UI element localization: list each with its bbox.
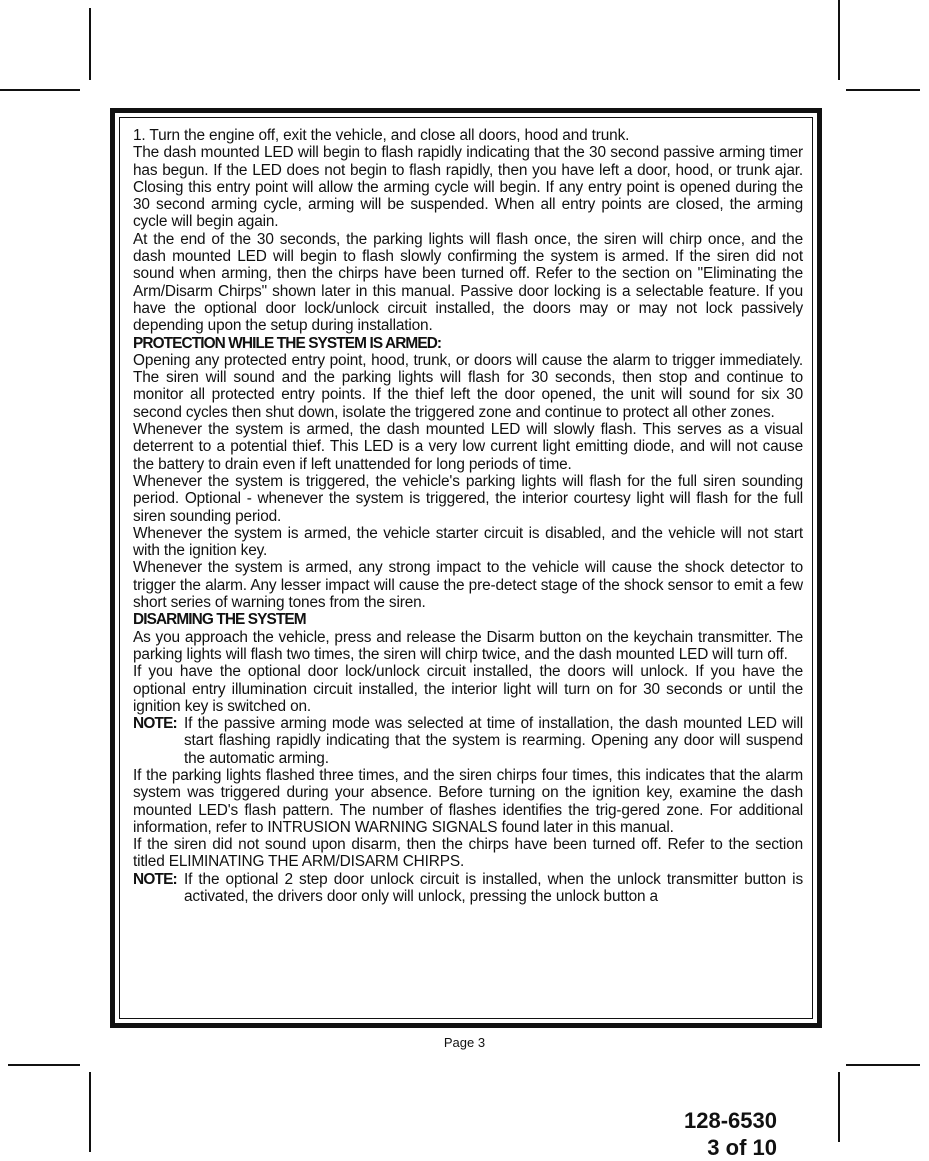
chirps-off-paragraph: If the siren did not sound upon disarm, then the chirps have been turned off. Refer to the section titled ELIMINATING THE ARM/DISARM CHIRPS.	[133, 836, 803, 871]
sheet-count: 3 of 10	[707, 1135, 777, 1160]
arming-timer-paragraph: The dash mounted LED will begin to flash rapidly indicating that the 30 second passive arming timer has begun. If the LED does not begin to flash rapidly, then you have left a door, hood, or trunk ajar. Closing this entry point will allow the arming cycle will begin. If any entry point is opened during the 30 second arming cycle, arming will be suspended. When all entry points are closed, the arming cycle will begin again.	[133, 144, 803, 231]
unlock-paragraph: If you have the optional door lock/unlock circuit installed, the doors will unlock. If you have the optional entry illumination circuit installed, the interior light will turn on for 30 seconds or until the ignition key is switched on.	[133, 663, 803, 715]
disarm-paragraph: As you approach the vehicle, press and release the Disarm button on the keychain transmitter. The parking lights will flash two times, the siren will chirp twice, and the dash mounted LED will turn off.	[133, 628, 803, 663]
shock-paragraph: Whenever the system is armed, any strong impact to the vehicle will cause the shock detector to trigger the alarm. Any lesser impact will cause the pre-detect stage of the shock sensor to emit a few short series of warning tones from the siren.	[133, 559, 803, 612]
section-heading-protection: PROTECTION WHILE THE SYSTEM IS ARMED:	[133, 334, 442, 352]
crop-mark-top-right-horizontal	[846, 89, 920, 91]
note-label: NOTE:	[133, 870, 177, 888]
step-paragraph: 1. Turn the engine off, exit the vehicle, and close all doors, hood and trunk.	[133, 127, 630, 144]
page-frame-inner	[119, 117, 813, 1019]
manual-text	[133, 127, 803, 905]
led-paragraph: Whenever the system is armed, the dash mounted LED will slowly flash. This serves as a visual deterrent to a potential thief. This LED is a very low current light emitting diode, and will not cause the battery to drain even if left unattended for long periods of time.	[133, 421, 803, 473]
parking-lights-paragraph: Whenever the system is triggered, the vehicle's parking lights will flash for the full siren sounding period. Optional - whenever the system is triggered, the interior courtesy light will flash for the full siren sounding period.	[133, 472, 803, 525]
crop-mark-bottom-right-vertical	[838, 1072, 840, 1142]
crop-mark-bottom-left-horizontal	[8, 1064, 80, 1066]
note-text: If the passive arming mode was selected at time of installation, the dash mounted LED will start flashing rapidly indicating that the system is rearming. Opening any door will suspend the automatic arming.	[184, 715, 803, 767]
trigger-paragraph: Opening any protected entry point, hood, trunk, or doors will cause the alarm to trigger immediately. The siren will sound and the parking lights will flash for 30 seconds, then stop and continue to monitor all protected entry points. If the thief left the door opened, the unit will sound for six 30 second cycles then shut down, isolate the triggered zone and continue to protect all other zones.	[133, 351, 803, 421]
starter-paragraph: Whenever the system is armed, the vehicle starter circuit is disabled, and the vehicle will not start with the ignition key.	[133, 524, 803, 560]
crop-mark-top-left-vertical	[89, 8, 91, 80]
triggered-absence-paragraph: If the parking lights flashed three times, and the siren chirps four times, this indicates that the alarm system was triggered during your absence. Before turning on the ignition key, examine the dash mounted LED's flash pattern. The number of flashes identifies the trig-gered zone. For additional information, refer to INTRUSION WARNING SIGNALS found later in this manual.	[133, 766, 803, 836]
document-number: 128-6530	[684, 1108, 777, 1133]
crop-mark-top-right-vertical	[838, 0, 840, 80]
note-two-step-unlock	[133, 871, 803, 906]
note-label: NOTE:	[133, 715, 177, 733]
document-id	[684, 1107, 777, 1161]
arming-confirm-paragraph: At the end of the 30 seconds, the parking lights will flash once, the siren will chirp once, and the dash mounted LED will begin to flash slowly confirming the system is armed. If the siren did not sound when arming, then the chirps have been turned off. Refer to the section on "Eliminating the Arm/Disarm Chirps" shown later in this manual. Passive door locking is a selectable feature. If you have the optional door lock/unlock circuit installed, the doors may or may not lock passively depending upon the setup during installation.	[133, 230, 803, 335]
note-passive-arming	[133, 715, 803, 767]
crop-mark-bottom-right-horizontal	[846, 1064, 920, 1066]
page-number: Page 3	[443, 1035, 486, 1050]
crop-mark-top-left-horizontal	[0, 89, 80, 91]
note-text: If the optional 2 step door unlock circuit is installed, when the unlock transmitter button is activated, the drivers door only will unlock, pressing the unlock button a	[184, 870, 803, 906]
page-frame	[110, 108, 822, 1028]
section-heading-disarming: DISARMING THE SYSTEM	[133, 611, 306, 629]
crop-mark-bottom-left-vertical	[89, 1072, 91, 1152]
